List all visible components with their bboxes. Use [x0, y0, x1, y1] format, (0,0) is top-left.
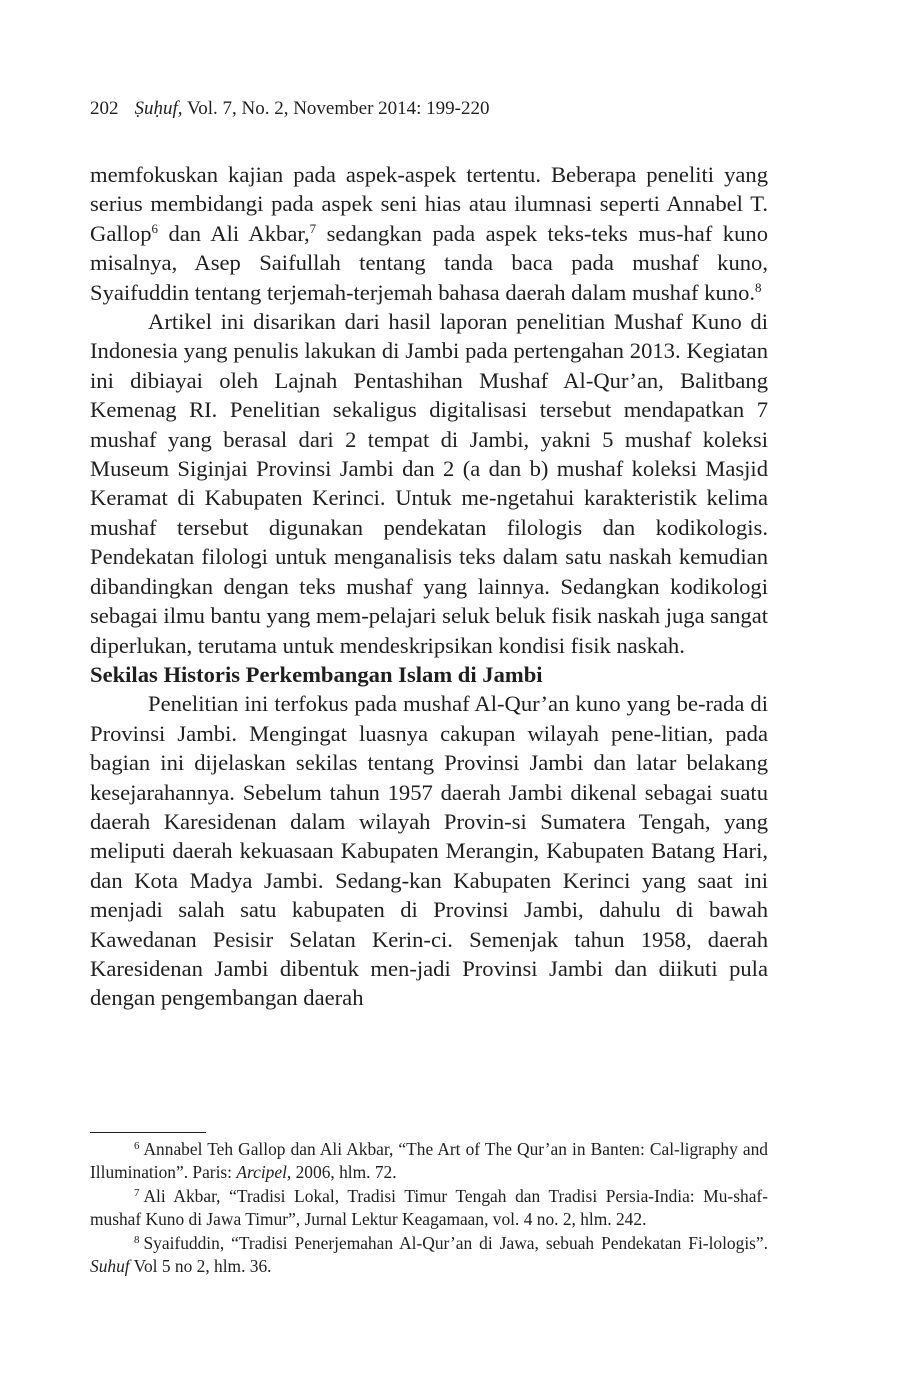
footnote-ref-6: 6: [151, 220, 158, 236]
paragraph-1: [90, 160, 768, 307]
paragraph-1-text-b: dan Ali Akbar,: [158, 220, 310, 246]
page-number: 202: [90, 98, 119, 119]
footnote-7: [90, 1185, 768, 1232]
footnote-number-6: 6: [134, 1140, 140, 1152]
footnote-ref-8: 8: [755, 279, 762, 295]
paragraph-3: Penelitian ini terfokus pada mushaf Al-Qur’an kuno yang be-rada di Provinsi Jambi. Mengingat luasnya cakupan wilayah pene-litian, pada bagian ini dijelaskan sekilas tentang Provinsi Jambi dan latar belakang kesejarahannya. Sebelum tahun 1957 daerah Jambi dikenal sebagai suatu daerah Karesidenan dalam wilayah Provin-si Sumatera Tengah, yang meliputi daerah kekuasaan Kabupaten Merangin, Kabupaten Batang Hari, dan Kota Madya Jambi. Sedang-kan Kabupaten Kerinci yang saat ini menjadi salah satu kabupaten di Provinsi Jambi, dahulu di bawah Kawedanan Pesisir Selatan Kerin-ci. Semenjak tahun 1958, daerah Karesidenan Jambi dibentuk men-jadi Provinsi Jambi dan diikuti pula dengan pengembangan daerah: [90, 691, 768, 1011]
paragraph-1-text-a: memfokuskan kajian pada aspek-aspek tertentu. Beberapa peneliti yang serius membidangi pada aspek seni hias atau ilumnasi seperti Annabel T. Gallop: [90, 162, 768, 246]
footnote-6-italic: Arcipel: [236, 1162, 287, 1183]
running-header: [90, 96, 490, 122]
footnote-7-text: Ali Akbar, “Tradisi Lokal, Tradisi Timur Tengah dan Tradisi Persia-India: Mu-shaf-mushaf Kuno di Jawa Timur”, Jurnal Lektur Keagamaan, vol. 4 no. 2, hlm. 242.: [90, 1185, 768, 1230]
footnote-8-italic: Suhuf: [90, 1256, 130, 1277]
footnote-ref-7: 7: [309, 220, 317, 236]
journal-name: Ṣuḥuf,: [134, 98, 183, 119]
paragraph-1-text-c: sedangkan pada aspek teks-teks mus-haf kuno misalnya, Asep Saifullah tentang tanda baca pada mushaf kuno, Syaifuddin tentang terjemah-terjemah bahasa daerah dalam mushaf kuno.: [90, 220, 768, 305]
footnotes: [90, 1138, 768, 1278]
main-text: [90, 160, 768, 1013]
footnote-8-text-b: Vol 5 no 2, hlm. 36.: [129, 1256, 272, 1277]
footnote-6-text-b: , 2006, hlm. 72.: [286, 1162, 397, 1183]
footnote-number-7: 7: [134, 1186, 140, 1199]
footnote-8: [90, 1232, 768, 1279]
footnote-number-8: 8: [134, 1233, 140, 1246]
paragraph-2: Artikel ini disarikan dari hasil laporan penelitian Mushaf Kuno di Indonesia yang penulis lakukan di Jambi pada pertengahan 2013. Kegiatan ini dibiayai oleh Lajnah Pentashihan Mushaf Al-Qur’an, Balitbang Kemenag RI. Penelitian sekaligus digitalisasi tersebut mendapatkan 7 mushaf yang berasal dari 2 tempat di Jambi, yakni 5 mushaf koleksi Museum Siginjai Provinsi Jambi dan 2 (a dan b) mushaf koleksi Masjid Keramat di Kabupaten Kerinci. Untuk me-ngetahui karakteristik kelima mushaf tersebut digunakan pendekatan filologis dan kodikologis. Pendekatan filologi untuk menganalisis teks dalam satu naskah kemudian dibandingkan dengan teks mushaf yang lainnya. Sedangkan kodikologi sebagai ilmu bantu yang mem-pelajari seluk beluk fisik naskah juga sangat diperlukan, terutama untuk mendeskripsikan kondisi fisik naskah.: [90, 309, 768, 658]
footnote-8-text-a: Syaifuddin, “Tradisi Penerjemahan Al-Qur’an di Jawa, sebuah Pendekatan Fi-lologis”.: [143, 1232, 768, 1253]
footnote-divider: [90, 1132, 206, 1133]
section-heading: Sekilas Historis Perkembangan Islam di Jambi: [90, 661, 543, 687]
footnote-6-text-a: Annabel Teh Gallop dan Ali Akbar, “The Art of The Qur’an in Banten: Cal-ligraphy and Illumination”. Paris:: [90, 1139, 768, 1183]
volume-info: Vol. 7, No. 2, November 2014: 199-220: [182, 98, 490, 119]
footnote-6: [90, 1138, 768, 1185]
